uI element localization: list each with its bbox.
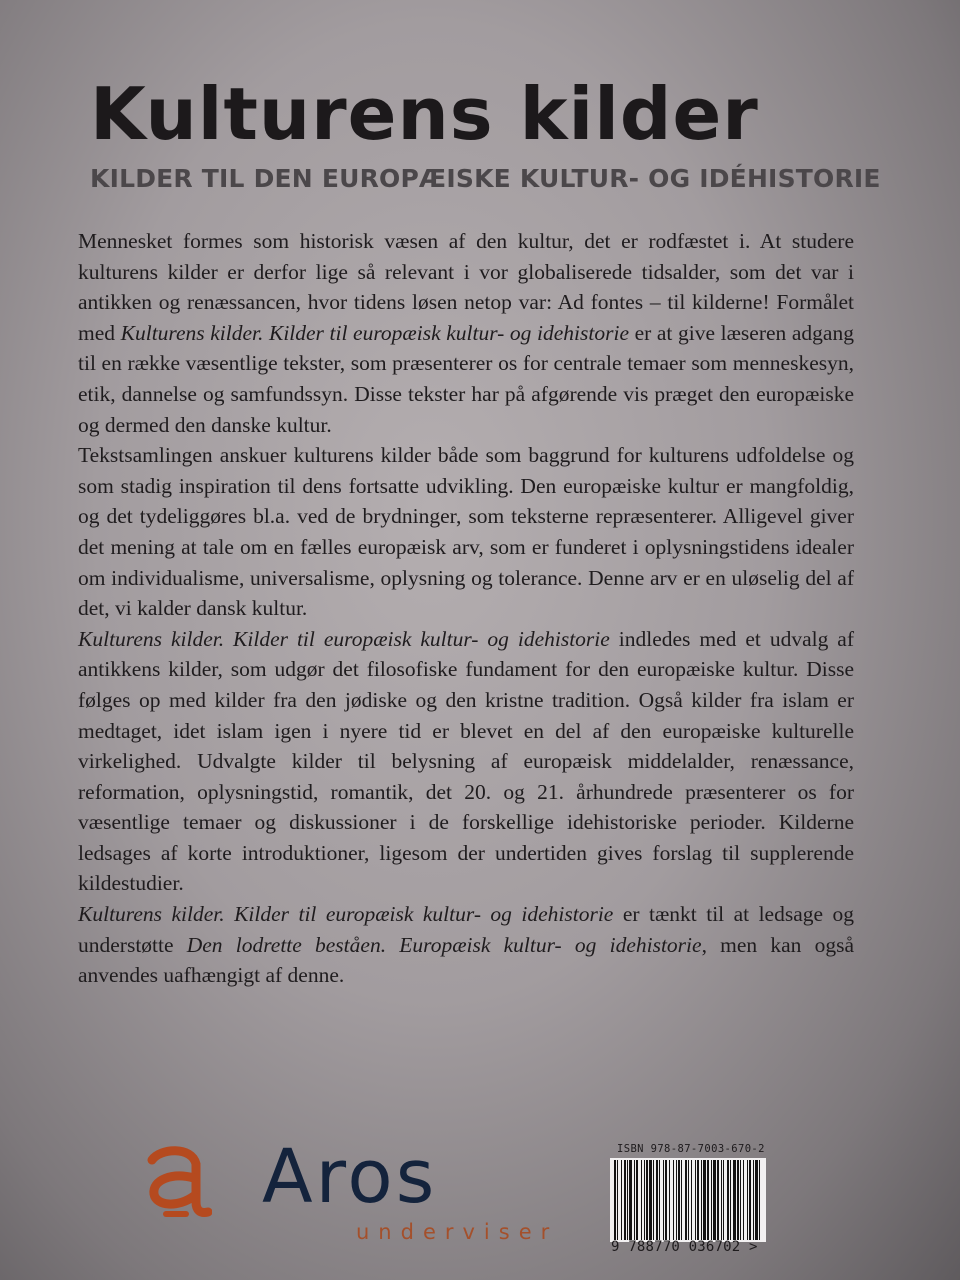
barcode-bar — [634, 1160, 635, 1240]
barcode-bar — [711, 1160, 712, 1240]
barcode-bar — [721, 1160, 722, 1240]
barcode-bar — [749, 1160, 751, 1240]
blurb-paragraph-2 — [78, 440, 854, 624]
barcode-bar — [759, 1160, 760, 1240]
barcode-bar — [723, 1160, 724, 1240]
italic-book-title: Kulturens kilder. Kilder til europæisk kultur- og idehistorie — [78, 902, 614, 927]
italic-book-title: Kulturens kilder. Kilder til europæisk kultur- og idehistorie — [120, 320, 629, 345]
text-run: indledes med et udvalg af antikkens kilder, som udgør det filosofiske fundament for den europæiske kultur. Disse følges op med kilder fra den jødiske og den kristne tradition. Også kilder fra islam er medtaget, idet islam igen i nyere tid er blevet en del af den europæiske kulturelle virkelighed. Udvalgte kilder til belysning af europæisk middelalder, renæssance, reformation, oplysningstid, romantik, det 20. og 21. århundrede præsenterer os for væsentlige temaer og diskussioner i de forskellige idehistoriske perioder. Kilderne ledsages af korte introduktioner, ligesom der undertiden gives forslag til supplerende kildestudier. — [78, 626, 854, 896]
barcode-bar — [656, 1160, 658, 1240]
barcode-bar — [678, 1160, 680, 1240]
isbn-label: ISBN 978-87-7003-670-2 — [617, 1143, 765, 1155]
barcode-bar — [713, 1160, 716, 1240]
barcode-bar — [691, 1160, 692, 1240]
italic-companion-title: Den lodrette beståen. Europæisk kultur- og idehistorie — [186, 932, 702, 957]
barcode-bar — [747, 1160, 748, 1240]
italic-book-title: Kulturens kilder. Kilder til europæisk kultur- og idehistorie — [78, 626, 610, 651]
barcode-bar — [644, 1160, 645, 1240]
text-run: Mennesket formes som historisk væsen af den kultur, det er rodfæstet i. At studere kulturens kilder er derfor lige så relevant i vor globaliserede tidsalder, som det var i antikken og renæssancen, hvor tidens løsen netop var: Ad fontes – til kilderne! Formålet med — [78, 229, 854, 345]
barcode-bar — [737, 1160, 739, 1240]
barcode-bar — [621, 1160, 622, 1240]
a-letter-logo-icon — [142, 1142, 212, 1226]
barcode-bar — [673, 1160, 674, 1240]
barcode-bar — [733, 1160, 736, 1240]
barcode-bar — [653, 1160, 654, 1240]
text-run: , men kan også anvendes uafhængigt af denne. — [78, 932, 855, 988]
barcode-bar — [627, 1160, 628, 1240]
blurb-paragraph-4 — [78, 899, 854, 991]
text-run: Tekstsamlingen anskuer kulturens kilder både som baggrund for kulturens udfoldelse og som stadig inspiration til dens fortsatte udvikling. Den europæiske kultur er mangfoldig, og det tydeliggøres bl.a. ved de brydninger, som teksterne repræsenterer. Alligevel giver det mening at tale om en fælles europæisk arv, som er funderet i oplysningstidens idealer om individualisme, universalisme, oplysning og tolerance. Denne arv er en uløselig del af det, vi kalder dansk kultur. — [78, 443, 854, 621]
barcode-bar — [617, 1160, 618, 1240]
barcode-bar — [629, 1160, 632, 1240]
barcode-bar — [753, 1160, 754, 1240]
text-run: er at give læseren adgang til en række væsentlige tekster, som præsenterer os for centrale temaer som menneskesyn, etik, dannelse og samfundssyn. Disse tekster har på afgørende vis præget den europæiske og dermed den danske kultur. — [78, 320, 854, 437]
barcode-bar — [688, 1160, 689, 1240]
barcode-bar — [636, 1160, 638, 1240]
barcode-bar — [695, 1160, 696, 1240]
barcode-bar — [681, 1160, 682, 1240]
barcode-bar — [685, 1160, 687, 1240]
publisher-tagline: underviser — [356, 1220, 559, 1244]
barcode-bar — [649, 1160, 652, 1240]
barcode-bar — [624, 1160, 626, 1240]
blurb-paragraph-3 — [78, 624, 854, 899]
barcode — [610, 1158, 766, 1242]
barcode-bar — [663, 1160, 664, 1240]
barcode-bar — [727, 1160, 729, 1240]
book-subtitle: KILDER TIL DEN EUROPÆISKE KULTUR- OG IDÉHISTORIE — [90, 164, 881, 193]
barcode-bar — [641, 1160, 642, 1240]
blurb-paragraph-1 — [78, 226, 854, 440]
barcode-bar — [743, 1160, 744, 1240]
barcode-bar — [646, 1160, 648, 1240]
barcode-bar — [659, 1160, 660, 1240]
book-title: Kulturens kilder — [90, 72, 759, 156]
publisher-name: Aros — [262, 1134, 438, 1220]
barcode-bar — [755, 1160, 758, 1240]
barcode-digits: 9 788770 036702 > — [611, 1239, 758, 1255]
barcode-bar — [614, 1160, 616, 1240]
barcode-bar — [703, 1160, 706, 1240]
barcode-bar — [697, 1160, 699, 1240]
barcode-bar — [730, 1160, 731, 1240]
barcode-bar — [676, 1160, 677, 1240]
barcode-bars — [610, 1158, 766, 1242]
barcode-bar — [665, 1160, 667, 1240]
barcode-bar — [717, 1160, 719, 1240]
barcode-bar — [701, 1160, 702, 1240]
blurb-text — [78, 226, 854, 991]
text-run: er tænkt til at ledsage og understøtte — [78, 902, 854, 957]
barcode-bar — [669, 1160, 670, 1240]
barcode-bar — [707, 1160, 709, 1240]
barcode-bar — [740, 1160, 741, 1240]
